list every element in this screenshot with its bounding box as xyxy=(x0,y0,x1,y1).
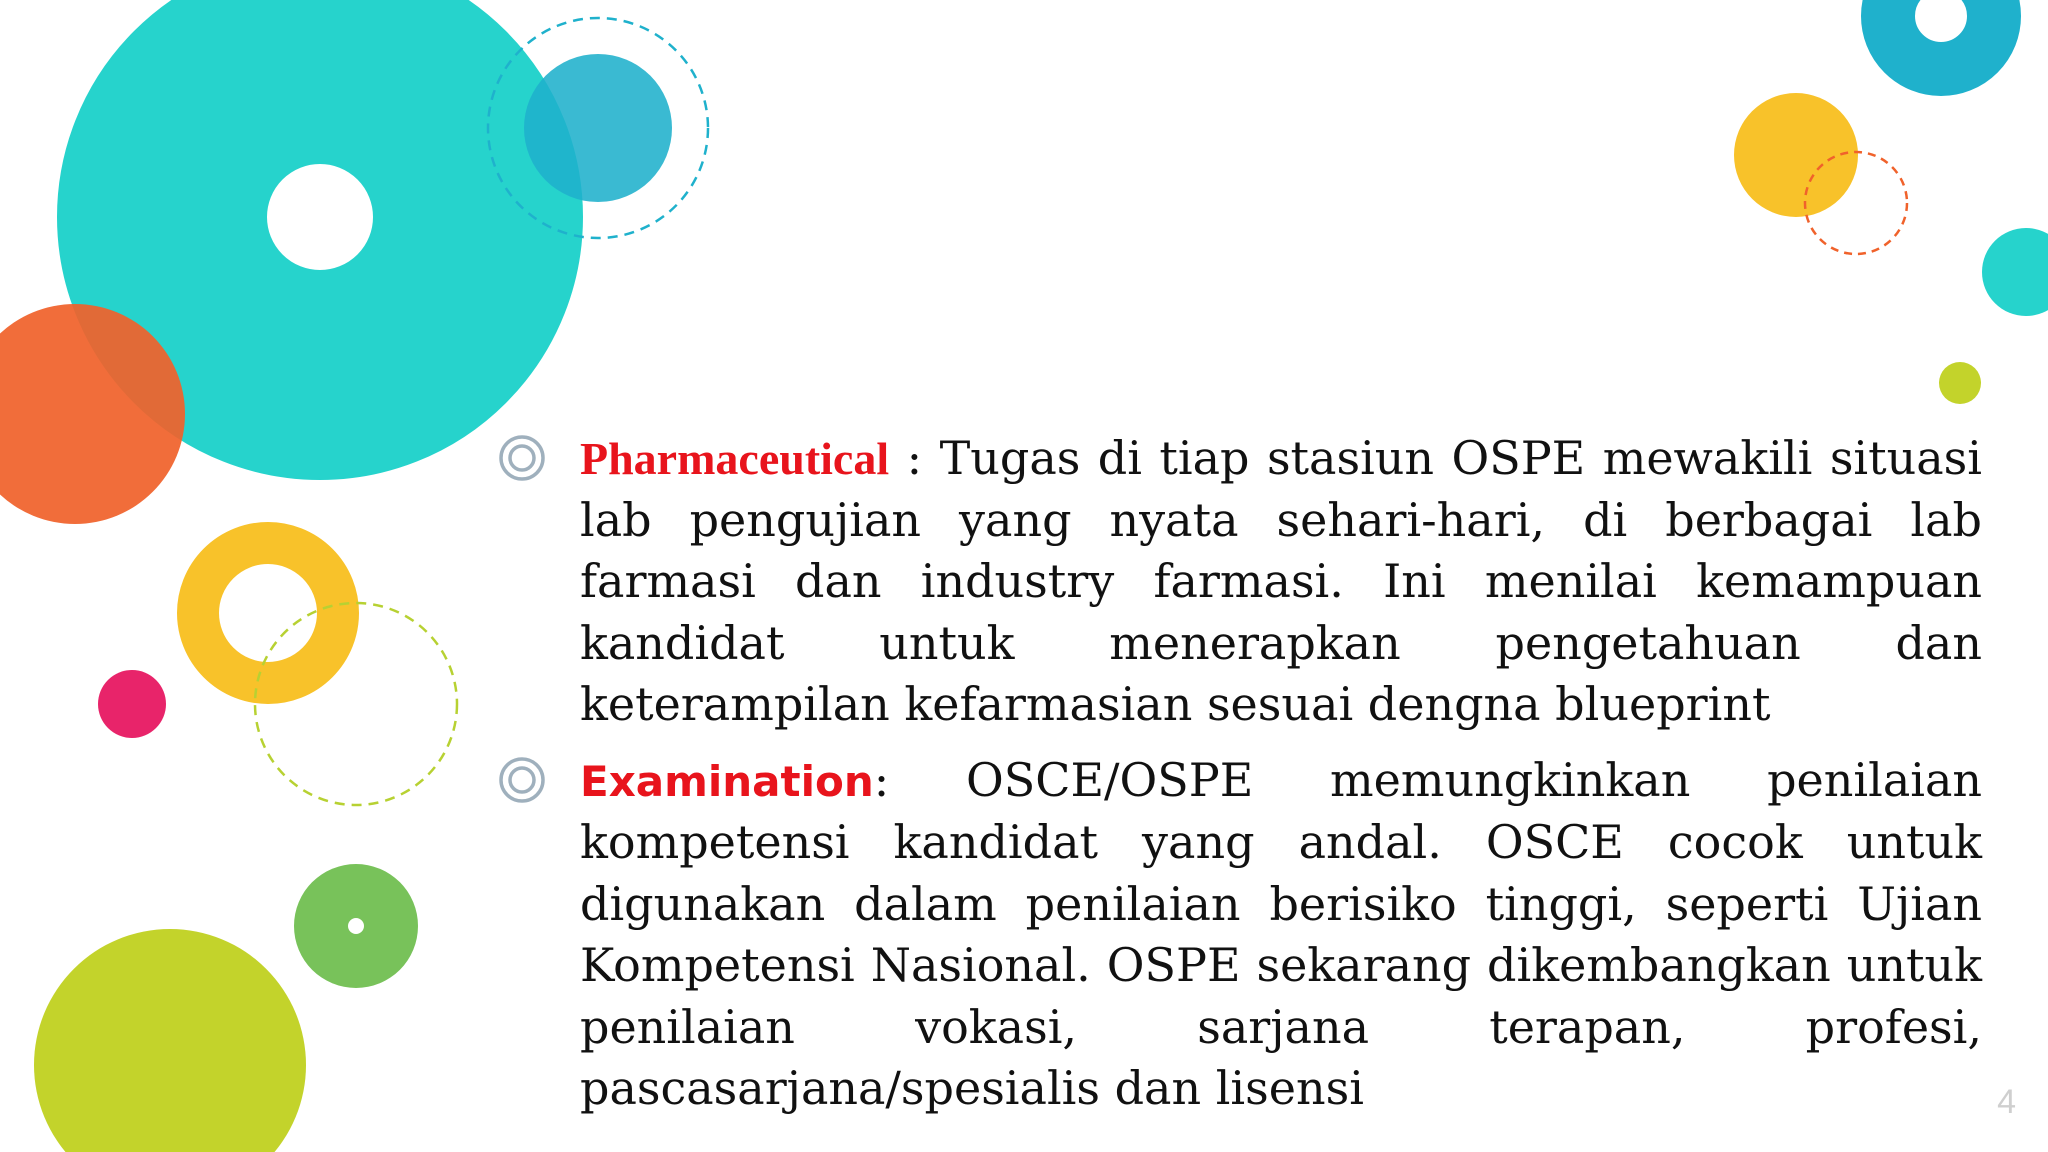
pink-dot xyxy=(98,670,166,738)
yellow-ring xyxy=(198,543,338,683)
bullet-examination xyxy=(496,750,1982,1120)
concentric-circle-icon xyxy=(496,754,548,806)
bullet-text xyxy=(580,750,1982,1120)
bullet-separator: : xyxy=(889,431,940,485)
bullet-text xyxy=(580,428,1982,736)
content-area xyxy=(496,428,1982,1134)
turquoise-circle-right xyxy=(1982,228,2048,316)
lime-dot xyxy=(1939,362,1981,404)
green-circle-center xyxy=(348,918,364,934)
bullet-separator: : xyxy=(873,752,967,807)
lime-circle xyxy=(34,929,306,1152)
bullet-description: OSCE/OSPE memungkinkan penilaian kompetensi kandidat yang andal. OSCE cocok untuk digunakan dalam penilaian berisiko tinggi, seperti Ujian Kompetensi Nasional. OSPE sekarang dikembangkan untuk penilaian vokasi, sarjana terapan, profesi, pascasarjana/spesialis dan lisensi xyxy=(580,752,1983,1115)
bullet-term: Pharmaceutical xyxy=(580,433,890,484)
bullet-description: Tugas di tiap stasiun OSPE mewakili situasi lab pengujian yang nyata sehari-hari, di berbagai lab farmasi dan industry farmasi. Ini menilai kemampuan kandidat untuk menerapkan pengetahuan dan keterampilan kefarmasian sesuai dengna blueprint xyxy=(580,431,1982,731)
blue-circle xyxy=(524,54,672,202)
yellow-circle-right xyxy=(1734,93,1858,217)
bullet-pharmaceutical xyxy=(496,428,1982,736)
bullet-term: Examination xyxy=(580,756,874,806)
turquoise-ring xyxy=(162,59,478,375)
blue-ring-top-right xyxy=(1888,0,1994,69)
page-number: 4 xyxy=(1997,1083,2016,1121)
concentric-circle-icon xyxy=(496,432,548,484)
